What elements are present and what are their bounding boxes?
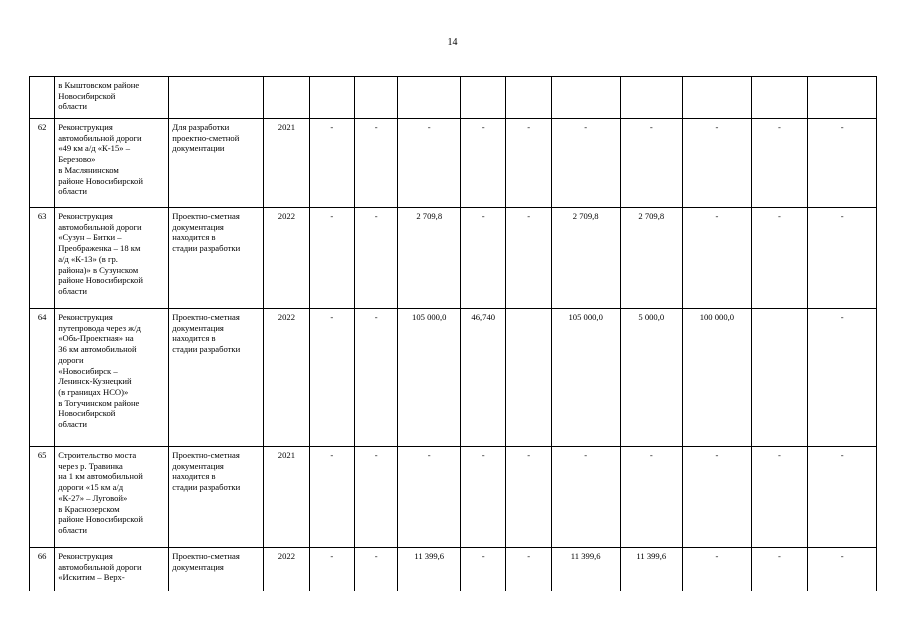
value-col-6-cell — [551, 77, 620, 119]
object-name-cell: в Кыштовском районе Новосибирской области — [55, 77, 169, 119]
design-status-cell: Проектно-сметная документация — [169, 548, 264, 591]
value-col-8-cell — [683, 77, 752, 119]
value-col-9-cell — [751, 309, 808, 447]
table-row — [30, 309, 877, 447]
value-col-2-cell: - — [355, 119, 398, 208]
objects-table — [29, 76, 877, 591]
value-col-6-cell: - — [551, 119, 620, 208]
value-col-10-cell: - — [808, 309, 877, 447]
value-col-7-cell: 11 399,6 — [620, 548, 683, 591]
year-cell: 2022 — [264, 309, 309, 447]
value-col-2-cell: - — [355, 548, 398, 591]
value-col-7-cell — [620, 77, 683, 119]
value-col-4-cell — [461, 77, 506, 119]
value-col-8-cell: 100 000,0 — [683, 309, 752, 447]
year-cell: 2022 — [264, 548, 309, 591]
row-number-cell: 65 — [30, 447, 55, 548]
value-col-9-cell: - — [751, 447, 808, 548]
value-col-1-cell: - — [309, 208, 354, 309]
value-col-6-cell: 105 000,0 — [551, 309, 620, 447]
value-col-7-cell: - — [620, 119, 683, 208]
value-col-3-cell: - — [398, 119, 461, 208]
value-col-9-cell: - — [751, 208, 808, 309]
object-name-cell: Строительство моста через р. Травинка на 1 км автомобильной дороги «15 км а/д «К-27» – Луговой» в Краснозерском районе Новосибирской области — [55, 447, 169, 548]
value-col-10-cell — [808, 77, 877, 119]
value-col-3-cell — [398, 77, 461, 119]
value-col-9-cell: - — [751, 548, 808, 591]
table-row — [30, 77, 877, 119]
value-col-8-cell: - — [683, 208, 752, 309]
object-name-cell: Реконструкция путепровода через ж/д «Обь-Проектная» на 36 км автомобильной дороги «Новосибирск – Ленинск-Кузнецкий (в границах НСО)» в Тогучинском районе Новосибирской области — [55, 309, 169, 447]
year-cell: 2021 — [264, 447, 309, 548]
value-col-8-cell: - — [683, 119, 752, 208]
table-row — [30, 208, 877, 309]
table-row — [30, 119, 877, 208]
value-col-8-cell: - — [683, 548, 752, 591]
value-col-2-cell: - — [355, 309, 398, 447]
year-cell: 2022 — [264, 208, 309, 309]
value-col-2-cell: - — [355, 447, 398, 548]
value-col-10-cell: - — [808, 119, 877, 208]
value-col-5-cell: - — [506, 447, 551, 548]
value-col-6-cell: 11 399,6 — [551, 548, 620, 591]
value-col-10-cell: - — [808, 548, 877, 591]
value-col-9-cell: - — [751, 119, 808, 208]
year-cell — [264, 77, 309, 119]
year-cell: 2021 — [264, 119, 309, 208]
table-row — [30, 548, 877, 591]
value-col-4-cell: - — [461, 119, 506, 208]
page-number: 14 — [447, 37, 458, 48]
value-col-1-cell: - — [309, 309, 354, 447]
value-col-6-cell: 2 709,8 — [551, 208, 620, 309]
value-col-10-cell: - — [808, 447, 877, 548]
value-col-2-cell: - — [355, 208, 398, 309]
value-col-6-cell: - — [551, 447, 620, 548]
value-col-4-cell: - — [461, 208, 506, 309]
value-col-5-cell — [506, 309, 551, 447]
object-name-cell: Реконструкция автомобильной дороги «Сузун – Битки – Преображенка – 18 км а/д «К-13» (в гр. района)» в Сузунском районе Новосибирской области — [55, 208, 169, 309]
row-number-cell: 66 — [30, 548, 55, 591]
value-col-3-cell: 2 709,8 — [398, 208, 461, 309]
value-col-1-cell: - — [309, 447, 354, 548]
value-col-3-cell: 11 399,6 — [398, 548, 461, 591]
design-status-cell: Проектно-сметная документация находится в стадии разработки — [169, 309, 264, 447]
design-status-cell: Проектно-сметная документация находится в стадии разработки — [169, 447, 264, 548]
value-col-7-cell: 2 709,8 — [620, 208, 683, 309]
value-col-4-cell: 46,740 — [461, 309, 506, 447]
value-col-7-cell: 5 000,0 — [620, 309, 683, 447]
row-number-cell: 62 — [30, 119, 55, 208]
design-status-cell: Проектно-сметная документация находится в стадии разработки — [169, 208, 264, 309]
row-number-cell: 63 — [30, 208, 55, 309]
value-col-1-cell — [309, 77, 354, 119]
value-col-5-cell: - — [506, 548, 551, 591]
row-number-cell: 64 — [30, 309, 55, 447]
value-col-7-cell: - — [620, 447, 683, 548]
value-col-2-cell — [355, 77, 398, 119]
object-name-cell: Реконструкция автомобильной дороги «Искитим – Верх- — [55, 548, 169, 591]
table-row — [30, 447, 877, 548]
value-col-9-cell — [751, 77, 808, 119]
design-status-cell — [169, 77, 264, 119]
value-col-5-cell — [506, 77, 551, 119]
value-col-4-cell: - — [461, 548, 506, 591]
value-col-10-cell: - — [808, 208, 877, 309]
row-number-cell — [30, 77, 55, 119]
value-col-5-cell: - — [506, 119, 551, 208]
value-col-3-cell: 105 000,0 — [398, 309, 461, 447]
value-col-8-cell: - — [683, 447, 752, 548]
value-col-4-cell: - — [461, 447, 506, 548]
value-col-1-cell: - — [309, 548, 354, 591]
value-col-1-cell: - — [309, 119, 354, 208]
object-name-cell: Реконструкция автомобильной дороги «49 км а/д «К-15» – Березово» в Маслянинском районе Новосибирской области — [55, 119, 169, 208]
design-status-cell: Для разработки проектно-сметной документации — [169, 119, 264, 208]
value-col-3-cell: - — [398, 447, 461, 548]
value-col-5-cell: - — [506, 208, 551, 309]
